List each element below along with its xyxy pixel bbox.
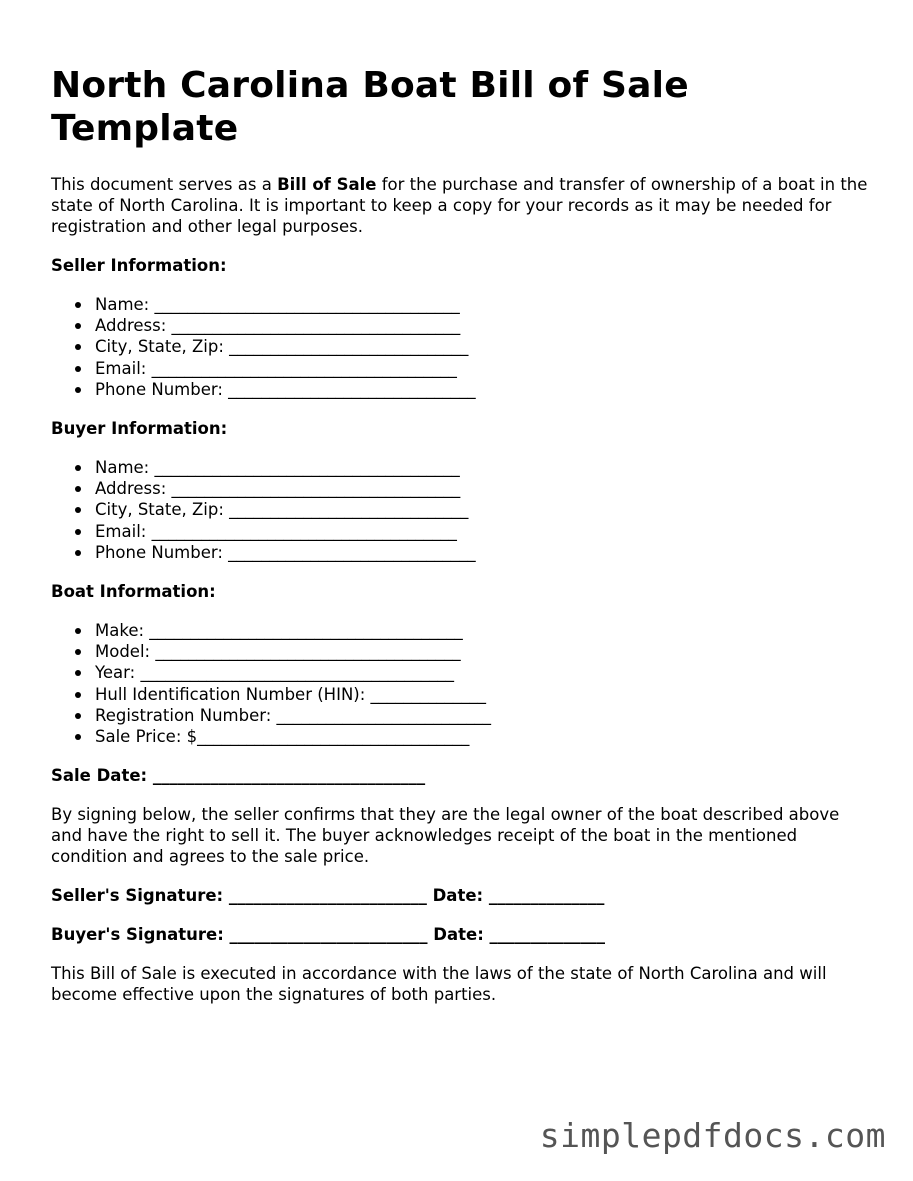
intro-bold-term: Bill of Sale — [277, 175, 377, 194]
buyer-address-field[interactable]: Address: ___________________________________ — [95, 478, 871, 499]
confirmation-paragraph: By signing below, the seller confirms that they are the legal owner of the boat described above and have the right to sell it. The buyer acknowledges receipt of the boat in the mentioned condition and agrees to the sale price. — [51, 805, 840, 867]
seller-email-field[interactable]: Email: _____________________________________ — [95, 358, 871, 379]
buyer-fields-list — [51, 457, 871, 563]
seller-city-state-zip-field[interactable]: City, State, Zip: _____________________________ — [95, 336, 871, 357]
boat-year-field[interactable]: Year: ______________________________________ — [95, 662, 871, 683]
buyer-city-state-zip-field[interactable]: City, State, Zip: _____________________________ — [95, 499, 871, 520]
intro-text-end: for the purchase and transfer of ownership of a boat in the state of North Carolina. It is important to keep a copy for your records as it may be needed for registration and other legal purposes. — [51, 175, 868, 236]
buyer-name-field[interactable]: Name: _____________________________________ — [95, 457, 871, 478]
document-title: North Carolina Boat Bill of Sale Template — [51, 65, 689, 149]
seller-fields-list — [51, 294, 871, 400]
seller-address-field[interactable]: Address: ___________________________________ — [95, 315, 871, 336]
document-page — [51, 64, 871, 1005]
buyer-section-heading: Buyer Information: — [51, 419, 228, 439]
seller-signature-line[interactable]: Seller's Signature: ________________________ Date: ______________ — [51, 886, 605, 906]
seller-section-heading: Seller Information: — [51, 256, 227, 275]
boat-registration-field[interactable]: Registration Number: __________________________ — [95, 705, 871, 726]
seller-name-field[interactable]: Name: _____________________________________ — [95, 294, 871, 315]
intro-text-start: This document serves as a — [51, 175, 278, 194]
buyer-signature-line[interactable]: Buyer's Signature: ________________________ Date: ______________ — [51, 925, 606, 945]
boat-section-heading: Boat Information: — [51, 582, 216, 602]
buyer-phone-field[interactable]: Phone Number: ______________________________ — [95, 542, 871, 563]
closing-paragraph: This Bill of Sale is executed in accordance with the laws of the state of North Carolina and will become effective upon the signatures of both parties. — [51, 964, 827, 1005]
boat-make-field[interactable]: Make: ______________________________________ — [95, 620, 871, 641]
boat-sale-price-field[interactable]: Sale Price: $_________________________________ — [95, 726, 871, 747]
boat-hin-field[interactable]: Hull Identification Number (HIN): ______________ — [95, 684, 871, 705]
seller-phone-field[interactable]: Phone Number: ______________________________ — [95, 379, 871, 400]
buyer-email-field[interactable]: Email: _____________________________________ — [95, 521, 871, 542]
watermark-logo: simplepdfdocs.com — [539, 1116, 886, 1155]
sale-date-field[interactable]: Sale Date: _________________________________ — [51, 766, 426, 786]
intro-paragraph — [51, 174, 871, 237]
boat-model-field[interactable]: Model: _____________________________________ — [95, 641, 871, 662]
boat-fields-list — [51, 620, 871, 747]
